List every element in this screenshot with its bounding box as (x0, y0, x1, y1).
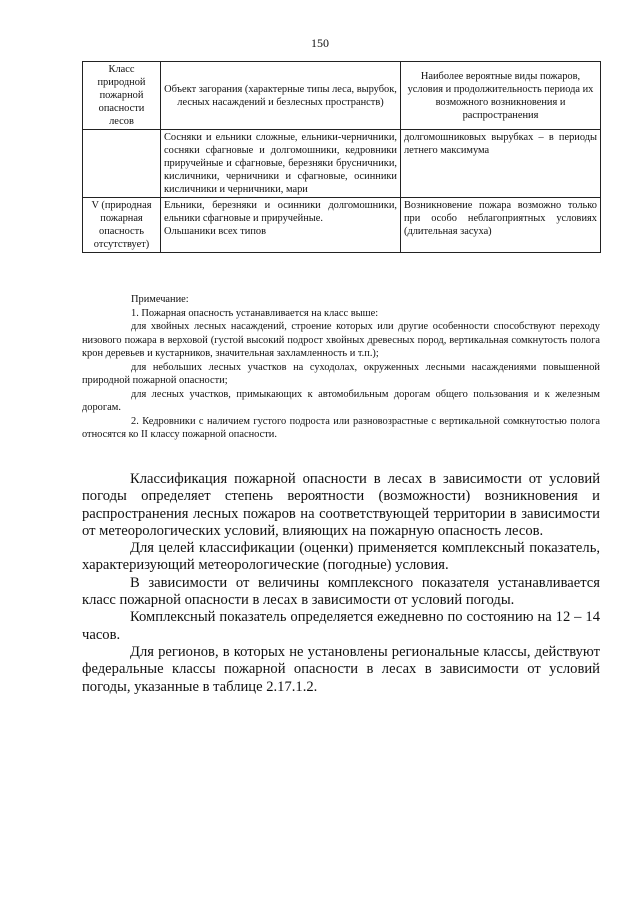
paragraph: Комплексный показатель определяется ежедневно по состоянию на 12 – 14 часов. (82, 609, 600, 643)
note-item: 2. Кедровники с наличием густого подроста или разновозрастные с вертикальной сомкнутостью полога относятся ко II классу пожарной опасности. (82, 415, 600, 440)
row-object-cell: Сосняки и ельники сложные, ельники-черничники, сосняки сфагновые и долгомошники, кедровники приручейные и сфагновые, березняки брусничники, кисличники, черничники и сфагновые, осинники кисличники и черничники, мари (161, 130, 401, 198)
header-fires: Наиболее вероятные виды пожаров, условия и продолжительность периода их возможного возникновения и распространения (401, 62, 601, 130)
header-class: Класс природной пожарной опасности лесов (83, 62, 161, 130)
paragraph: Для целей классификации (оценки) применяется комплексный показатель, характеризующий метеорологические (погодные) условия. (82, 540, 600, 574)
paragraph: Классификация пожарной опасности в лесах в зависимости от условий погоды определяет степень вероятности (возможности) возникновения и распространения лесных пожаров на соответствующей территории в зависимости от метеорологических условий, влияющих на пожарную опасность лесов. (82, 471, 600, 539)
note-item: для лесных участков, примыкающих к автомобильным дорогам общего пользования и к железным дорогам. (82, 388, 600, 413)
note-item: для небольших лесных участков на суходолах, окруженных лесными насаждениями повышенной природной пожарной опасности; (82, 361, 600, 386)
body-text (82, 471, 600, 696)
paragraph: В зависимости от величины комплексного показателя устанавливается класс пожарной опасности в лесах в зависимости от условий погоды. (82, 574, 600, 609)
row-fires-cell: долгомошниковых вырубках – в периоды летнего максимума (401, 130, 601, 198)
header-object: Объект загорания (характерные типы леса, вырубок, лесных насаждений и безлесных пространств) (161, 62, 401, 130)
table-note (82, 293, 600, 442)
row-class-cell: V (природная пожарная опасность отсутствует) (83, 198, 161, 253)
row-class-cell (83, 130, 161, 198)
row-object-cell (161, 198, 401, 253)
table-row (83, 198, 601, 253)
row-object-extra: Ольшаники всех типов (164, 226, 266, 237)
page-number: 150 (311, 36, 329, 50)
row-fires-cell: Возникновение пожара возможно только при особо неблагоприятных условиях (длительная засуха) (401, 198, 601, 253)
note-title: Примечание: (131, 294, 189, 305)
row-object-text: Ельники, березняки и осинники долгомошники, ельники сфагновые и приручейные. (164, 200, 397, 224)
note-item: для хвойных лесных насаждений, строение которых или другие особенности способствуют переходу низового пожара в верховой (густой высокий подрост хвойных древесных пород, вертикальная сомкнутость полога крон деревьев и кустарников, значительная захламленность и т.п.); (82, 321, 600, 359)
note-item: 1. Пожарная опасность устанавливается на класс выше: (131, 307, 379, 319)
table-row (83, 130, 601, 198)
table-header-row (83, 62, 601, 130)
paragraph: Для регионов, в которых не установлены региональные классы, действуют федеральные классы пожарной опасности в лесах в зависимости от условий погоды, указанные в таблице 2.17.1.2. (82, 643, 600, 695)
fire-danger-table (82, 61, 601, 253)
